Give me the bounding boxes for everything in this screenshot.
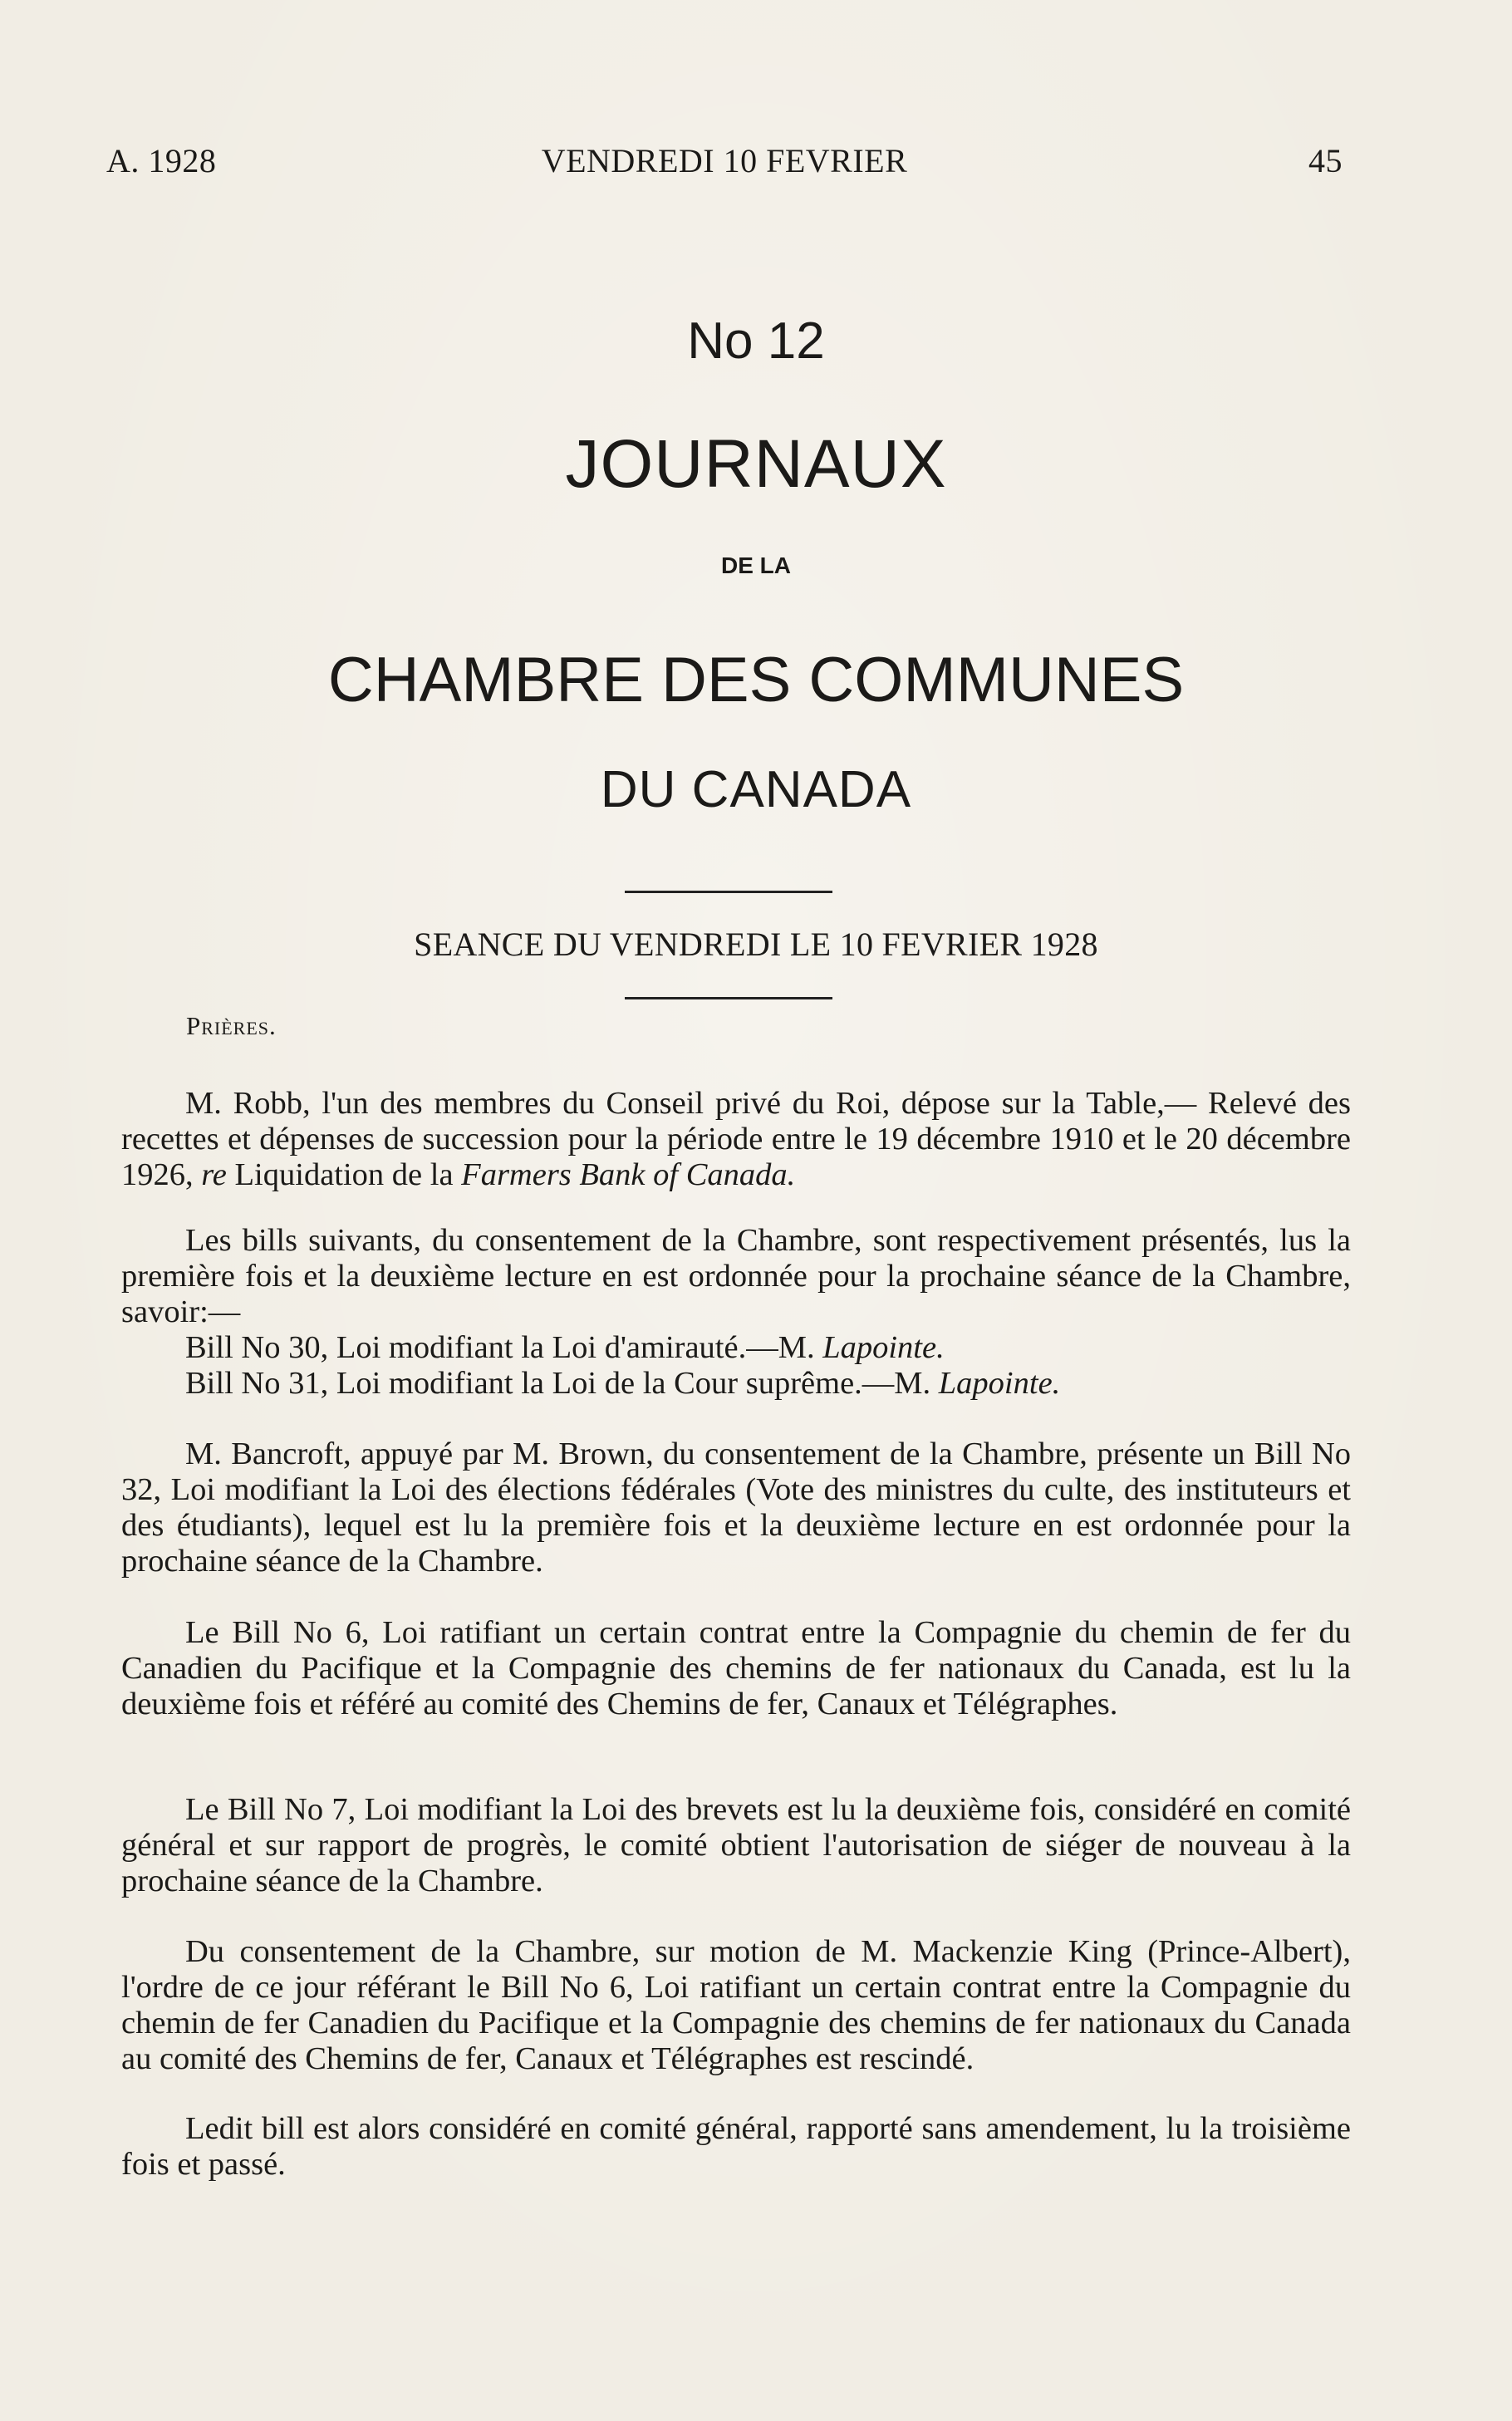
page-number: 45 [1308,142,1343,179]
paragraph-robb-bank: Farmers Bank of Canada. [461,1157,796,1192]
session-heading: SEANCE DU VENDREDI LE 10 FEVRIER 1928 [414,926,1098,963]
paragraph-robb [121,1086,1351,1193]
paragraph-bancroft: M. Bancroft, appuyé par M. Brown, du consentement de la Chambre, présente un Bill No 32, Loi modifiant la Loi des élections fédérales (Vote des ministres du culte, des instituteurs et des étudiants), lequel est lu la première fois et la deuxième lecture en est ordonnée pour la prochaine séance de la Chambre. [121,1436,1351,1579]
paragraph-robb-part2: Liquidation de la [226,1157,462,1192]
divider-rule-bottom [625,997,832,999]
bill-31-sponsor: Lapointe. [938,1366,1061,1401]
paragraph-bill-7: Le Bill No 7, Loi modifiant la Loi des brevets est lu la deuxième fois, considéré en comité général et sur rapport de progrès, le comité obtient l'autorisation de siéger de nouveau à la prochaine séance de la Chambre. [121,1792,1351,1898]
paragraph-bills-intro: Les bills suivants, du consentement de la Chambre, sont respectivement présentés, lus la première fois et la deuxième lecture en est ordonnée pour la prochaine séance de la Chambre, savoir:— [121,1223,1351,1329]
bill-30-sponsor: Lapointe. [822,1330,945,1365]
chamber-title: CHAMBRE DES COMMUNES [327,645,1185,715]
bill-30-line [185,1330,945,1366]
prayers-label: Prières. [186,1011,277,1040]
bill-31-text: Bill No 31, Loi modifiant la Loi de la Cour suprême.—M. [185,1366,939,1401]
paragraph-third-reading: Ledit bill est alors considéré en comité général, rapporté sans amendement, lu la troisième fois et passé. [121,2111,1351,2182]
issue-number: No 12 [687,312,825,370]
paragraph-mackenzie-king: Du consentement de la Chambre, sur motion de M. Mackenzie King (Prince-Albert), l'ordre de ce jour référant le Bill No 6, Loi ratifiant un certain contrat entre la Compagnie du chemin de fer Canadien du Pacifique et la Compagnie des chemins de fer nationaux du Canada au comité des Chemins de fer, Canaux et Télégraphes est rescindé. [121,1934,1351,2076]
country-title: DU CANADA [600,761,912,818]
running-head-year: A. 1928 [106,142,217,179]
journal-title: JOURNAUX [565,426,947,502]
paragraph-robb-part1: M. Robb, l'un des membres du Conseil privé du Roi, dépose sur la Table,— Relevé des recettes et dépenses de succession pour la période entre le 19 décembre 1910 et le 20 décembre 1926, [121,1086,1351,1192]
paragraph-bill-6: Le Bill No 6, Loi ratifiant un certain contrat entre la Compagnie du chemin de fer du Canadien du Pacifique et la Compagnie des chemins de fer nationaux du Canada, est lu la deuxième fois et référé au comité des Chemins de fer, Canaux et Télégraphes. [121,1615,1351,1721]
title-connector: DE LA [721,552,791,578]
bill-31-line [185,1366,1060,1402]
prayers-heading [186,1011,277,1041]
bill-30-text: Bill No 30, Loi modifiant la Loi d'amirauté.—M. [185,1330,823,1365]
paragraph-robb-re: re [201,1157,227,1192]
divider-rule-top [625,891,832,893]
running-head-date: VENDREDI 10 FEVRIER [541,142,908,179]
running-head [106,141,1343,183]
